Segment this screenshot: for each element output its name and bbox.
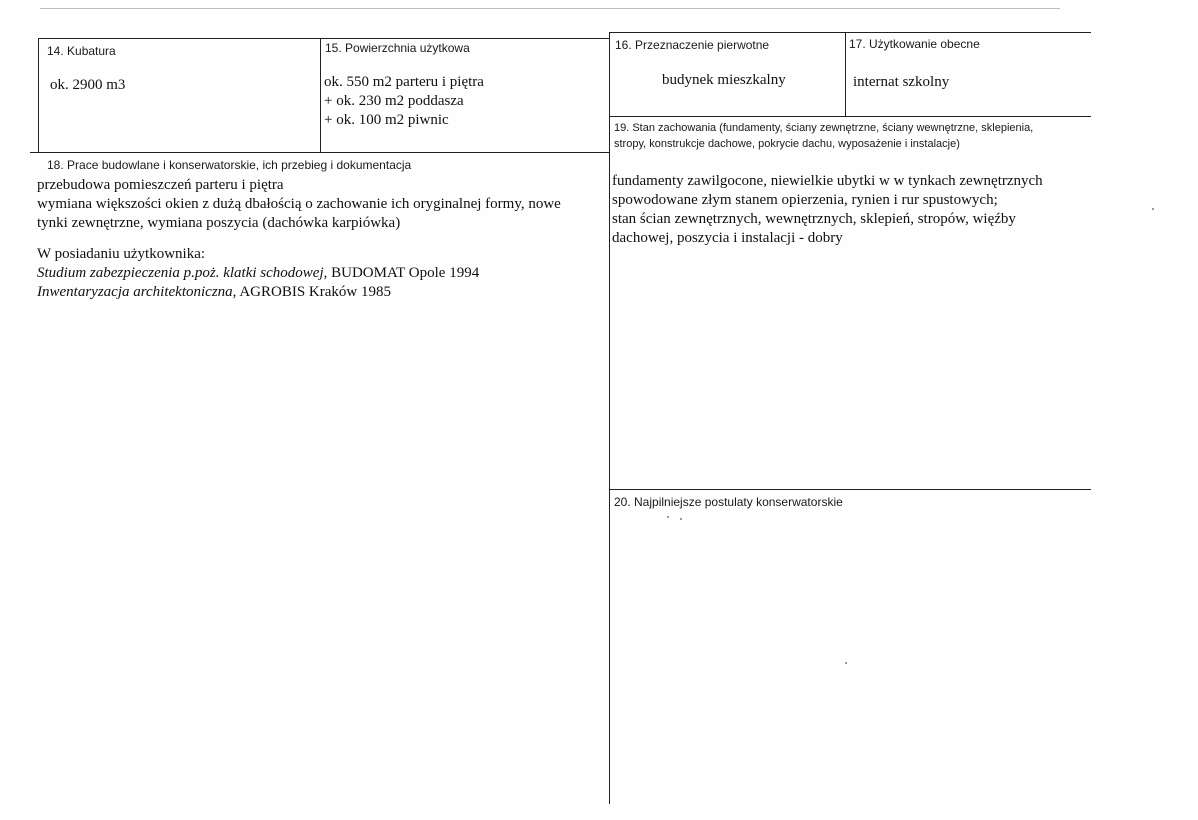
scan-speck — [667, 516, 669, 518]
rule-top-left — [38, 38, 610, 39]
document-publisher: , BUDOMAT Opole 1994 — [323, 265, 480, 281]
field-18-line: tynki zewnętrzne, wymiana poszycia (dachówka karpiówka) — [37, 215, 401, 231]
top-faint-rule — [40, 8, 1060, 9]
field-15-line: ok. 550 m2 parteru i piętra — [324, 74, 484, 90]
field-14-value: ok. 2900 m3 — [50, 77, 126, 93]
field-15-value — [324, 73, 484, 130]
field-19-line: stan ścian zewnętrznych, wewnętrznych, sklepień, stropów, więźby — [612, 211, 1016, 227]
field-15-label: 15. Powierzchnia użytkowa — [325, 41, 470, 55]
field-16-value: budynek mieszkalny — [662, 72, 786, 88]
field-18-line: wymiana większości okien z dużą dbałością o zachowanie ich oryginalnej formy, nowe — [37, 196, 561, 212]
field-16-label: 16. Przeznaczenie pierwotne — [615, 38, 770, 52]
scan-speck — [845, 662, 847, 664]
rule-vertical-16-17 — [845, 32, 846, 116]
field-20-label: 20. Najpilniejsze postulaty konserwatorskie — [614, 495, 843, 509]
field-15-line: + ok. 100 m2 piwnic — [324, 112, 449, 128]
field-14-label: 14. Kubatura — [47, 44, 116, 58]
field-18-line: przebudowa pomieszczeń parteru i piętra — [37, 177, 284, 193]
document-publisher: , AGROBIS Kraków 1985 — [232, 284, 391, 300]
field-19-value — [612, 172, 1043, 248]
document-entry — [37, 283, 561, 302]
field-17-label: 17. Użytkowanie obecne — [849, 37, 980, 51]
rule-below-16-17 — [610, 116, 1091, 117]
field-18-label: 18. Prace budowlane i konserwatorskie, ich przebieg i dokumentacja — [47, 158, 412, 172]
field-15-line: + ok. 230 m2 poddasza — [324, 93, 464, 109]
rule-above-20 — [610, 489, 1091, 490]
field-19-line: dachowej, poszycia i instalacji - dobry — [612, 230, 843, 246]
owner-heading: W posiadaniu użytkownika: — [37, 246, 206, 262]
field-19-label-line: 19. Stan zachowania (fundamenty, ściany zewnętrzne, ściany wewnętrzne, sklepienia, — [614, 122, 1034, 134]
field-19-line: fundamenty zawilgocone, niewielkie ubytki w w tynkach zewnętrznych — [612, 173, 1043, 189]
document-entry — [37, 264, 561, 283]
field-19-label — [614, 120, 1094, 152]
scan-speck — [1152, 208, 1154, 210]
document-title: Inwentaryzacja architektoniczna — [37, 284, 233, 300]
scan-speck — [680, 518, 682, 520]
field-18-value — [37, 176, 561, 302]
rule-top-right — [610, 32, 1091, 33]
rule-vertical-14-15 — [320, 38, 321, 152]
rule-vertical-center — [609, 32, 610, 804]
field-17-value: internat szkolny — [853, 74, 950, 90]
field-19-label-line: stropy, konstrukcje dachowe, pokrycie dachu, wyposażenie i instalacje) — [614, 138, 960, 150]
rule-vertical-left — [38, 38, 39, 152]
field-19-line: spowodowane złym stanem opierzenia, rynien i rur spustowych; — [612, 192, 998, 208]
document-title: Studium zabezpieczenia p.poż. klatki schodowej — [37, 265, 324, 281]
rule-below-14-15 — [30, 152, 610, 153]
